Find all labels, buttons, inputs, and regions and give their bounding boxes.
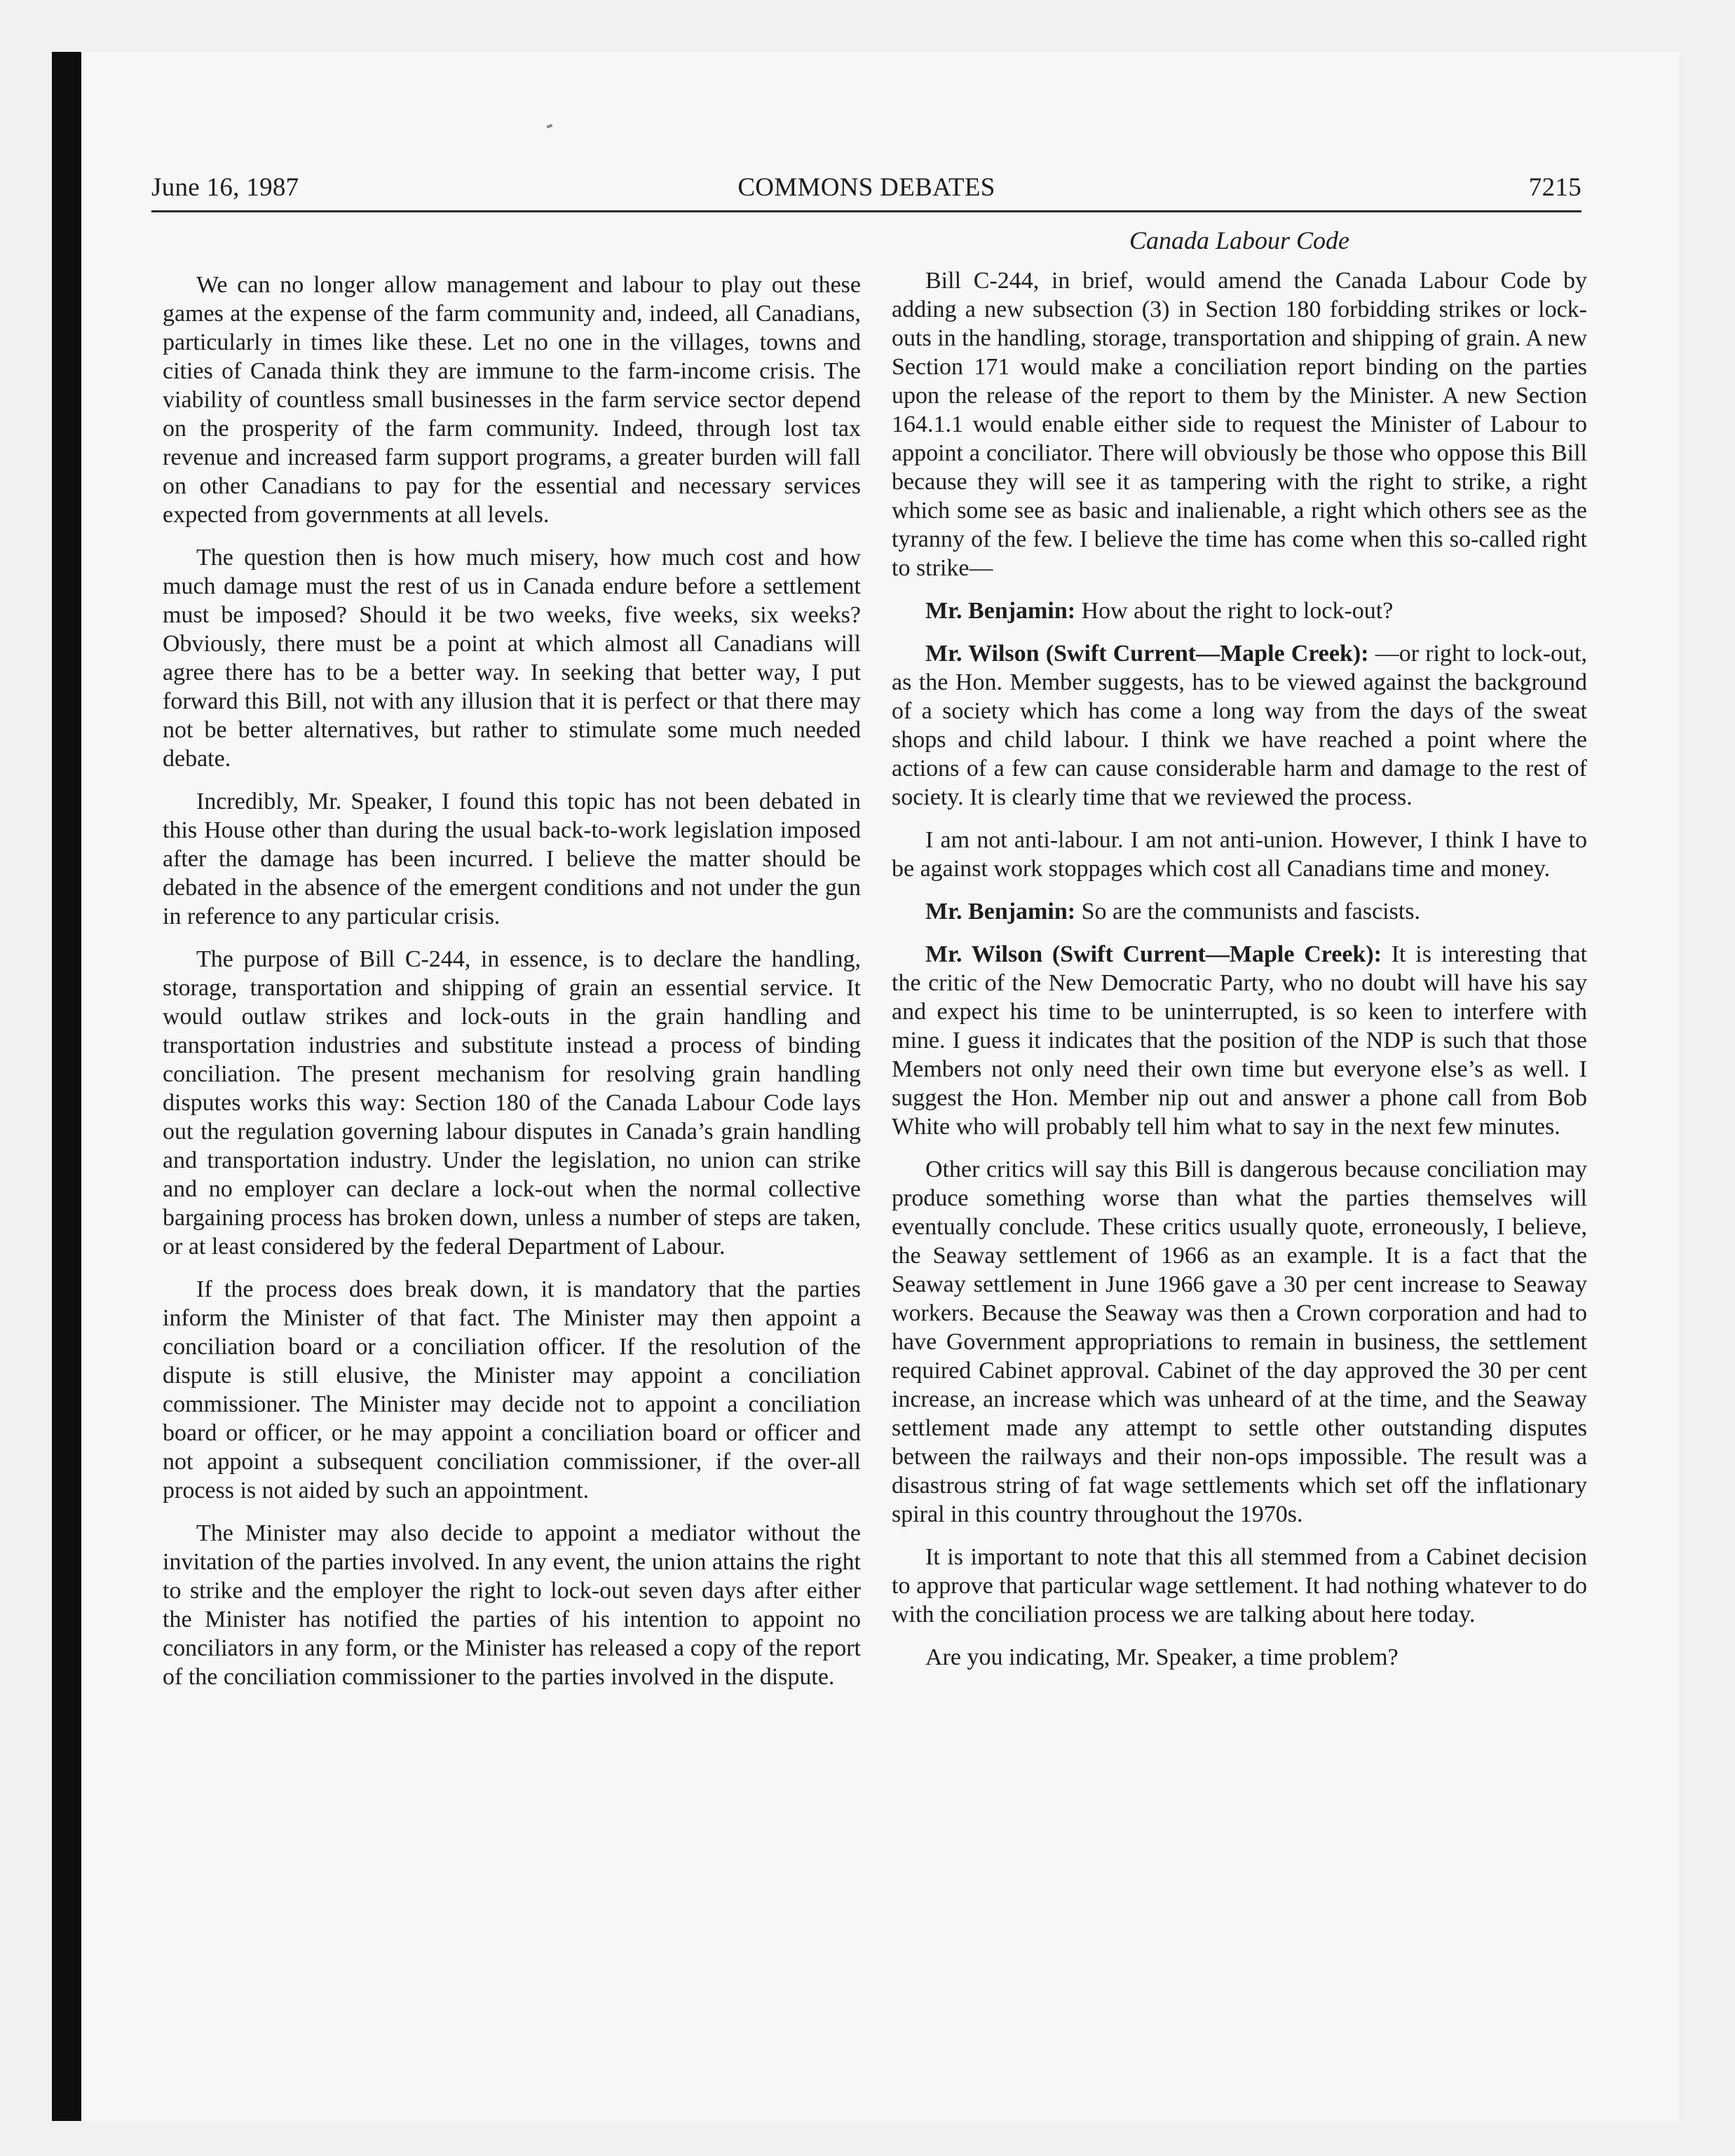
speech-text: So are the communists and fascists. xyxy=(1075,899,1421,925)
speaker-name: Mr. Benjamin: xyxy=(925,598,1076,624)
speaker-name: Mr. Wilson (Swift Current—Maple Creek): xyxy=(925,941,1382,967)
speech-benjamin-2 xyxy=(892,897,1587,926)
speaker-name: Mr. Wilson (Swift Current—Maple Creek): xyxy=(925,641,1369,667)
paragraph: Bill C-244, in brief, would amend the Canada Labour Code by adding a new subsection (3) in Section 180 forbidding strikes or lock-outs in the handling, storage, transportation and shipping of grain. A new Section 171 would make a conciliation report binding on the parties upon the release of the report to them by the Minister. A new Section 164.1.1 would enable either side to request the Minister of Labour to appoint a conciliator. There will obviously be those who oppose this Bill because they will see it as tampering with the right to strike, a right which some see as basic and inalienable, a right which others see as the tyranny of the few. I believe the time has come when this so-called right to strike— xyxy=(892,268,1587,581)
speech-wilson-2 xyxy=(892,940,1587,1141)
paragraph: It is important to note that this all stemmed from a Cabinet decision to approve that particular wage settlement. It had nothing whatever to do with the conciliation process we are talking about here today. xyxy=(892,1544,1587,1628)
paragraph: Incredibly, Mr. Speaker, I found this topic has not been debated in this House other than during the usual back-to-work legislation imposed after the damage has been incurred. I believe the matter should be debated in the absence of the emergent conditions and not under the gun in reference to any particular crisis. xyxy=(163,789,861,929)
right-column xyxy=(892,266,1587,1686)
paragraph: Are you indicating, Mr. Speaker, a time problem? xyxy=(925,1644,1399,1670)
scan-binding-edge xyxy=(52,52,81,2121)
paragraph: We can no longer allow management and labour to play out these games at the expense of the farm community and, indeed, all Canadians, particularly in times like these. Let no one in the villages, towns and cities of Canada think they are immune to the farm-income crisis. The viability of countless small businesses in the farm service sector depend on the prosperity of the farm community. Indeed, through lost tax revenue and increased farm support programs, a greater burden will fall on other Canadians to pay for the essential and necessary services expected from governments at all levels. xyxy=(163,272,861,528)
paragraph: The question then is how much misery, how much cost and how much damage must the rest of us in Canada endure before a settlement must be imposed? Should it be two weeks, five weeks, six weeks? Obviously, there must be a point at which almost all Canadians will agree there has to be a better way. In seeking that better way, I put forward this Bill, not with any illusion that it is perfect or that there may not be better alternatives, but rather to stimulate some much needed debate. xyxy=(163,545,861,772)
paragraph: The purpose of Bill C-244, in essence, is to declare the handling, storage, transportation and shipping of grain an essential service. It would outlaw strikes and lock-outs in the grain handling and transportation industries and substitute instead a process of binding conciliation. The present mechanism for resolving grain handling disputes works this way: Section 180 of the Canada Labour Code lays out the regulation governing labour disputes in Canada’s grain handling and transportation industry. Under the legislation, no union can strike and no employer can declare a lock-out when the normal collective bargaining process has broken down, unless a number of steps are taken, or at least considered by the federal Department of Labour. xyxy=(163,946,861,1260)
header-date: June 16, 1987 xyxy=(151,173,299,202)
speech-text: It is interesting that the critic of the New Democratic Party, who no doubt will have his say and expect his time to be uninterrupted, is so keen to interfere with mine. I guess it indicates that the position of the NDP is such that those Members not only need their own time but everyone else’s as well. I suggest the Hon. Member nip out and answer a phone call from Bob White who will probably tell him what to say in the next few minutes. xyxy=(892,941,1587,1140)
header-page-number: 7215 xyxy=(1528,173,1581,202)
speech-benjamin-1 xyxy=(892,596,1587,625)
left-column xyxy=(163,271,861,1705)
speech-text: —or right to lock-out, as the Hon. Member suggests, has to be viewed against the background of a society which has come a long way from the days of the sweat shops and child labour. I think we have reached a point where the actions of a few can cause considerable harm and damage to the rest of society. It is clearly time that we reviewed the process. xyxy=(892,641,1587,810)
speech-wilson-1 xyxy=(892,639,1587,812)
paragraph: Other critics will say this Bill is dangerous because conciliation may produce something worse than what the parties themselves will eventually conclude. These critics usually quote, erroneously, I believe, the Seaway settlement of 1966 as an example. It is a fact that the Seaway settlement in June 1966 gave a 30 per cent increase to Seaway workers. Because the Seaway was then a Crown corporation and had to have Government appropriations to remain in business, the settlement required Cabinet approval. Cabinet of the day approved the 30 per cent increase, an increase which was unheard of at the time, and the Seaway settlement made any attempt to settle other outstanding disputes between the railways and their non-ops impossible. The result was a disastrous string of fat wage settlements which set off the inflationary spiral in this country throughout the 1970s. xyxy=(892,1157,1587,1527)
running-header xyxy=(151,168,1581,212)
speaker-name: Mr. Benjamin: xyxy=(925,899,1076,925)
section-title: Canada Labour Code xyxy=(1129,226,1350,254)
paragraph: If the process does break down, it is mandatory that the parties inform the Minister of that fact. The Minister may then appoint a conciliation board or a conciliation officer. If the resolution of the dispute is still elusive, the Minister may appoint a conciliation commissioner. The Minister may decide not to appoint a conciliation board or officer, or he may appoint a conciliation board or officer and not appoint a subsequent conciliation commissioner, if the over-all process is not aided by such an appointment. xyxy=(163,1276,861,1503)
header-title: COMMONS DEBATES xyxy=(737,173,995,202)
paragraph: The Minister may also decide to appoint a mediator without the invitation of the parties involved. In any event, the union attains the right to strike and the employer the right to lock-out seven days after either the Minister has notified the parties of his intention to appoint no conciliators in any form, or the Minister has released a copy of the report of the conciliation commissioner to the parties involved in the dispute. xyxy=(163,1520,861,1690)
speech-text: How about the right to lock-out? xyxy=(1075,598,1394,624)
paragraph: I am not anti-labour. I am not anti-union. However, I think I have to be against work stoppages which cost all Canadians time and money. xyxy=(892,827,1587,882)
